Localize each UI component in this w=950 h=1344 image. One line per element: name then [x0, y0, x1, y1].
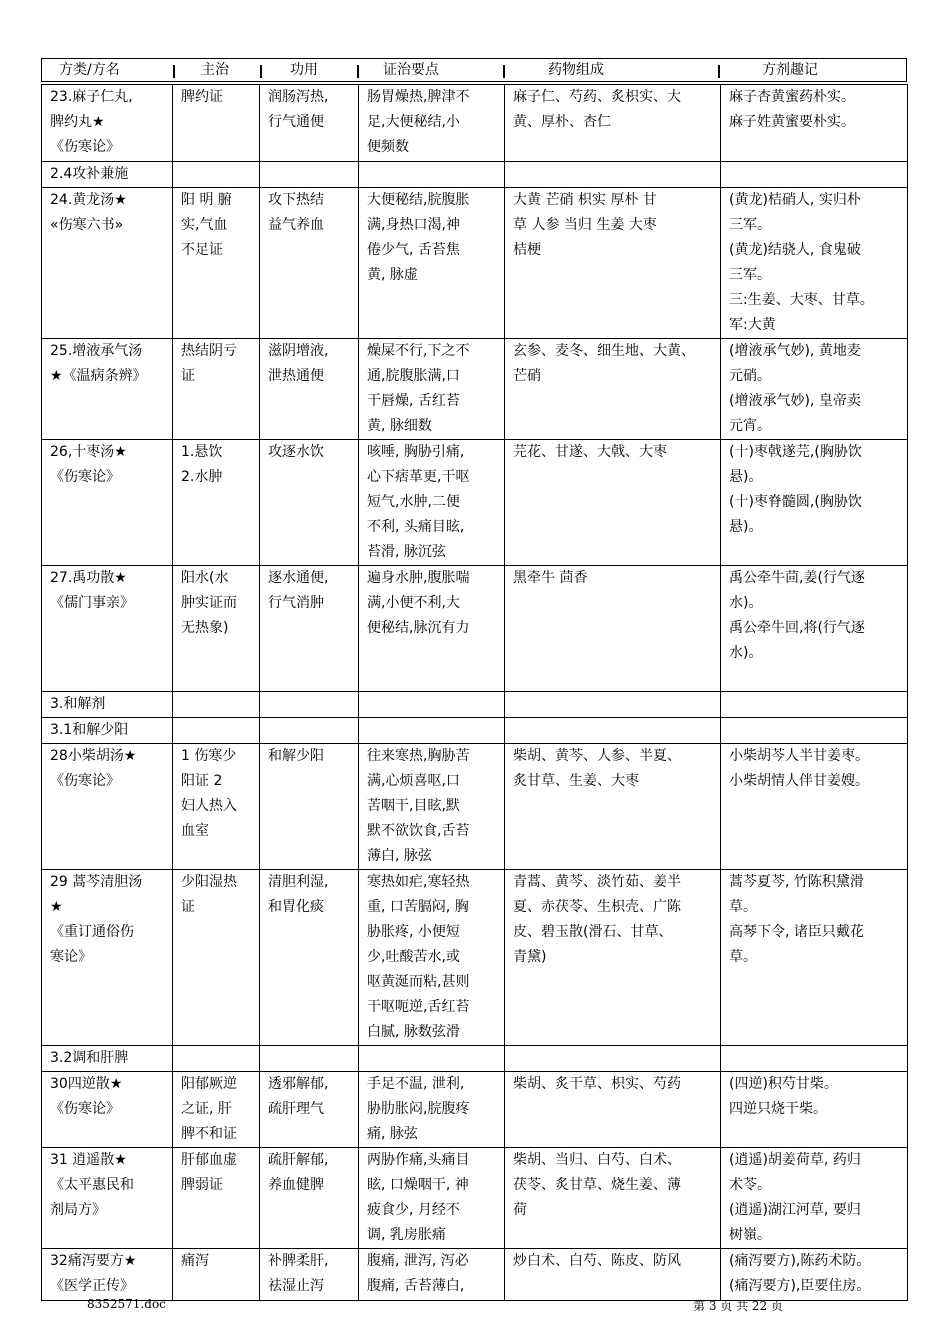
formula-name-cell: [42, 339, 173, 440]
formula-table-body: [42, 85, 908, 1301]
cell-line: 2.4攻补兼施: [50, 166, 129, 182]
key-points-cell: [359, 85, 505, 162]
header-col-mnemonic: 方剂趣记: [762, 62, 818, 78]
cell-line: 24.黄龙汤★: [50, 192, 127, 208]
cell-line: 倦少气, 舌苔焦: [367, 242, 460, 258]
cell-line: 1.悬饮: [181, 444, 223, 460]
cell-line: 蒿芩夏芩, 竹陈积黛滑: [729, 874, 864, 890]
indication-cell: [173, 85, 260, 162]
cell-line: 《医学正传》: [50, 1278, 134, 1294]
cell-line: 1 伤寒少: [181, 748, 237, 764]
cell-line: 草。: [729, 949, 757, 965]
cell-line: 黑牵牛 茴香: [513, 570, 588, 586]
table-row: [42, 188, 908, 339]
cell-line: 胁胀疼, 小便短: [367, 924, 460, 940]
indication-cell: [173, 1148, 260, 1249]
cell-line: 草。: [729, 899, 757, 915]
mnemonic-cell: [721, 162, 908, 188]
cell-line: 柴胡、炙干草、枳实、芍药: [513, 1076, 681, 1092]
table-row: [42, 162, 908, 188]
table-row: [42, 440, 908, 566]
cell-line: 白腻, 脉数弦滑: [367, 1024, 460, 1040]
indication-cell: [173, 744, 260, 870]
cell-line: 遍身水肿,腹胀喘: [367, 570, 470, 586]
function-cell: [260, 1249, 359, 1301]
formula-name-cell: [42, 1249, 173, 1301]
cell-line: 悬)。: [729, 519, 763, 535]
ingredients-cell: [505, 162, 721, 188]
formula-name-cell: [42, 718, 173, 744]
table-row: [42, 85, 908, 162]
cell-line: 疏肝理气: [268, 1101, 324, 1117]
cell-line: 和解少阳: [268, 748, 324, 764]
cell-line: 《重订通俗伤: [50, 924, 134, 940]
mnemonic-cell: [721, 339, 908, 440]
formula-name-cell: [42, 1046, 173, 1072]
cell-line: 苦咽干,目眩,默: [367, 798, 460, 814]
cell-line: 少阳湿热: [181, 874, 237, 890]
cell-line: 寒论》: [50, 949, 92, 965]
indication-cell: [173, 1072, 260, 1148]
cell-line: 夏、赤茯苓、生枳壳、广陈: [513, 899, 681, 915]
cell-line: 少,吐酸苦水,或: [367, 949, 460, 965]
ingredients-cell: [505, 1249, 721, 1301]
cell-line: 青黛): [513, 949, 547, 965]
table-row: [42, 1046, 908, 1072]
header-col-name: 方类/方名: [59, 62, 120, 78]
key-points-cell: [359, 1249, 505, 1301]
cell-line: 行气通便: [268, 114, 324, 130]
function-cell: [260, 566, 359, 692]
key-points-cell: [359, 440, 505, 566]
cell-line: 和胃化痰: [268, 899, 324, 915]
function-cell: [260, 1148, 359, 1249]
mnemonic-cell: [721, 440, 908, 566]
cell-line: 祛湿止泻: [268, 1278, 324, 1294]
key-points-cell: [359, 162, 505, 188]
cell-line: 阳水(水: [181, 570, 229, 586]
cell-line: 草 人参 当归 生姜 大枣: [513, 217, 657, 233]
ingredients-cell: [505, 85, 721, 162]
cell-line: 大便秘结,脘腹胀: [367, 192, 470, 208]
key-points-cell: [359, 1046, 505, 1072]
function-cell: [260, 718, 359, 744]
cell-line: 阳 明 腑: [181, 192, 232, 208]
table-row: [42, 1148, 908, 1249]
mnemonic-cell: [721, 188, 908, 339]
table-row: [42, 339, 908, 440]
cell-line: 大黄 芒硝 枳实 厚朴 甘: [513, 192, 657, 208]
footer-filename: 8352571.doc: [87, 1297, 166, 1311]
indication-cell: [173, 692, 260, 718]
mnemonic-cell: [721, 744, 908, 870]
header-separator: [503, 65, 505, 78]
ingredients-cell: [505, 1046, 721, 1072]
cell-line: 胁肋胀闷,脘腹疼: [367, 1101, 470, 1117]
cell-line: 29 蒿芩清胆汤: [50, 874, 143, 890]
cell-line: 皮、碧玉散(滑石、甘草、: [513, 924, 673, 940]
cell-line: 《伤寒论》: [50, 469, 120, 485]
cell-line: 实,气血: [181, 217, 228, 233]
ingredients-cell: [505, 744, 721, 870]
cell-line: 重, 口苦膈闷, 胸: [367, 899, 469, 915]
cell-line: 《伤寒论》: [50, 1101, 120, 1117]
cell-line: 证: [181, 899, 195, 915]
mnemonic-cell: [721, 692, 908, 718]
cell-line: 元硝。: [729, 368, 771, 384]
function-cell: [260, 85, 359, 162]
cell-line: 黄、厚朴、杏仁: [513, 114, 611, 130]
table-row: [42, 692, 908, 718]
cell-line: 脾弱证: [181, 1177, 223, 1193]
indication-cell: [173, 718, 260, 744]
indication-cell: [173, 188, 260, 339]
ingredients-cell: [505, 440, 721, 566]
table-header: [41, 58, 907, 82]
cell-line: 小柴胡情人伴甘姜嫂。: [729, 773, 869, 789]
header-separator: [357, 65, 359, 78]
cell-line: 术苓。: [729, 1177, 771, 1193]
mnemonic-cell: [721, 1046, 908, 1072]
cell-line: ★《温病条辨》: [50, 368, 147, 384]
cell-line: 满,心烦喜呕,口: [367, 773, 460, 789]
cell-line: 《伤寒论》: [50, 139, 120, 155]
ingredients-cell: [505, 339, 721, 440]
key-points-cell: [359, 1072, 505, 1148]
cell-line: 攻下热结: [268, 192, 324, 208]
table-row: [42, 744, 908, 870]
cell-line: 两胁作痛,头痛目: [367, 1152, 470, 1168]
function-cell: [260, 870, 359, 1046]
cell-line: 禹公牵牛回,将(行气逐: [729, 620, 865, 636]
cell-line: 3.2调和肝脾: [50, 1050, 129, 1066]
ingredients-cell: [505, 870, 721, 1046]
indication-cell: [173, 440, 260, 566]
cell-line: 肠胃燥热,脾津不: [367, 89, 470, 105]
key-points-cell: [359, 870, 505, 1046]
cell-line: 手足不温, 泄利,: [367, 1076, 465, 1092]
cell-line: 禹公牵牛茴,姜(行气逐: [729, 570, 865, 586]
function-cell: [260, 162, 359, 188]
cell-line: 痛, 脉弦: [367, 1126, 418, 1142]
cell-line: 血室: [181, 823, 209, 839]
cell-line: 三军。: [729, 267, 771, 283]
cell-line: 往来寒热,胸胁苦: [367, 748, 470, 764]
cell-line: 呕黄涎而粘,甚则: [367, 974, 470, 990]
header-col-key-points: 证治要点: [383, 62, 439, 78]
cell-line: (痛泻要方),陈药术防。: [729, 1253, 871, 1269]
cell-line: 眩, 口燥咽干, 神: [367, 1177, 469, 1193]
cell-line: 苔滑, 脉沉弦: [367, 544, 446, 560]
cell-line: 阳郁厥逆: [181, 1076, 237, 1092]
ingredients-cell: [505, 566, 721, 692]
header-col-function: 功用: [290, 62, 318, 78]
indication-cell: [173, 870, 260, 1046]
cell-line: 悬)。: [729, 469, 763, 485]
cell-line: 30四逆散★: [50, 1076, 123, 1092]
cell-line: 《儒门事亲》: [50, 595, 134, 611]
cell-line: 咳唾, 胸胁引痛,: [367, 444, 465, 460]
cell-line: ★: [50, 899, 63, 915]
formula-table: [41, 84, 908, 1301]
table-row: [42, 1249, 908, 1301]
formula-name-cell: [42, 566, 173, 692]
indication-cell: [173, 162, 260, 188]
cell-line: 便频数: [367, 139, 409, 155]
mnemonic-cell: [721, 1072, 908, 1148]
cell-line: 心下痞革更,干呕: [367, 469, 470, 485]
cell-line: 麻子仁、芍药、炙枳实、大: [513, 89, 681, 105]
key-points-cell: [359, 718, 505, 744]
cell-line: 便秘结,脉沉有力: [367, 620, 470, 636]
cell-line: 剂局方》: [50, 1202, 106, 1218]
key-points-cell: [359, 692, 505, 718]
header-separator: [718, 65, 720, 78]
mnemonic-cell: [721, 566, 908, 692]
cell-line: 透邪解郁,: [268, 1076, 329, 1092]
ingredients-cell: [505, 1072, 721, 1148]
indication-cell: [173, 1249, 260, 1301]
cell-line: 益气养血: [268, 217, 324, 233]
cell-line: 痛泻: [181, 1253, 209, 1269]
cell-line: 炒白术、白芍、陈皮、防风: [513, 1253, 681, 1269]
cell-line: 攻逐水饮: [268, 444, 324, 460]
cell-line: 养血健脾: [268, 1177, 324, 1193]
cell-line: 柴胡、黄芩、人参、半夏、: [513, 748, 681, 764]
cell-line: 干呕呃逆,舌红苔: [367, 999, 470, 1015]
formula-name-cell: [42, 162, 173, 188]
cell-line: 之证, 肝: [181, 1101, 232, 1117]
cell-line: 23.麻子仁丸,: [50, 89, 133, 105]
header-col-ingredients: 药物组成: [548, 62, 604, 78]
ingredients-cell: [505, 718, 721, 744]
cell-line: 28小柴胡汤★: [50, 748, 137, 764]
cell-line: 不利, 头痛目眩,: [367, 519, 465, 535]
cell-line: 燥屎不行,下之不: [367, 343, 470, 359]
key-points-cell: [359, 1148, 505, 1249]
cell-line: 短气,水肿,二便: [367, 494, 460, 510]
key-points-cell: [359, 566, 505, 692]
cell-line: 树嶺。: [729, 1227, 771, 1243]
cell-line: 31 逍遥散★: [50, 1152, 127, 1168]
function-cell: [260, 692, 359, 718]
cell-line: 柴胡、当归、白芍、白术、: [513, 1152, 681, 1168]
cell-line: (黄龙)结骁人, 食鬼破: [729, 242, 861, 258]
cell-line: 行气消肿: [268, 595, 324, 611]
table-row: [42, 1072, 908, 1148]
cell-line: 逐水通便,: [268, 570, 329, 586]
cell-line: 荷: [513, 1202, 527, 1218]
cell-line: 补脾柔肝,: [268, 1253, 329, 1269]
cell-line: 脾约证: [181, 89, 223, 105]
key-points-cell: [359, 339, 505, 440]
header-separator: [173, 65, 175, 78]
footer-page-number: 第 3 页 共 22 页: [693, 1299, 783, 1313]
indication-cell: [173, 1046, 260, 1072]
formula-name-cell: [42, 692, 173, 718]
cell-line: 炙甘草、生姜、大枣: [513, 773, 639, 789]
formula-name-cell: [42, 440, 173, 566]
ingredients-cell: [505, 692, 721, 718]
cell-line: 芒硝: [513, 368, 541, 384]
formula-name-cell: [42, 744, 173, 870]
function-cell: [260, 188, 359, 339]
cell-line: 27.禹功散★: [50, 570, 127, 586]
mnemonic-cell: [721, 1249, 908, 1301]
cell-line: 满,身热口渴,神: [367, 217, 460, 233]
cell-line: (增液承气妙), 黄地麦: [729, 343, 861, 359]
cell-line: 3.1和解少阳: [50, 722, 129, 738]
cell-line: 无热象): [181, 620, 229, 636]
cell-line: 肿实证而: [181, 595, 237, 611]
formula-name-cell: [42, 188, 173, 339]
cell-line: 妇人热入: [181, 798, 237, 814]
cell-line: 热结阴亏: [181, 343, 237, 359]
cell-line: 黄, 脉虚: [367, 267, 418, 283]
cell-line: (逍遥)湖江河草, 要归: [729, 1202, 861, 1218]
function-cell: [260, 1046, 359, 1072]
cell-line: 薄白, 脉弦: [367, 848, 432, 864]
cell-line: 三:生姜、大枣、甘草。: [729, 292, 874, 308]
cell-line: 麻子姓黄蜜要朴实。: [729, 114, 855, 130]
mnemonic-cell: [721, 870, 908, 1046]
cell-line: 军:大黄: [729, 317, 776, 333]
cell-line: 水)。: [729, 645, 763, 661]
cell-line: 干唇燥, 舌红苔: [367, 393, 460, 409]
cell-line: 三军。: [729, 217, 771, 233]
cell-line: 小柴胡芩人半甘姜枣。: [729, 748, 869, 764]
ingredients-cell: [505, 1148, 721, 1249]
cell-line: 肝郁血虚: [181, 1152, 237, 1168]
formula-name-cell: [42, 870, 173, 1046]
cell-line: 证: [181, 368, 195, 384]
cell-line: 不足证: [181, 242, 223, 258]
mnemonic-cell: [721, 718, 908, 744]
cell-line: (十)枣脊髓圆,(胸胁饮: [729, 494, 862, 510]
table-row: [42, 870, 908, 1046]
formula-name-cell: [42, 1072, 173, 1148]
cell-line: 玄参、麦冬、细生地、大黄、: [513, 343, 695, 359]
cell-line: 青蒿、黄芩、淡竹茹、姜半: [513, 874, 681, 890]
cell-line: 足,大便秘结,小: [367, 114, 460, 130]
cell-line: 32痛泻要方★: [50, 1253, 137, 1269]
cell-line: 疲食少, 月经不: [367, 1202, 460, 1218]
cell-line: 《太平惠民和: [50, 1177, 134, 1193]
cell-line: 调, 乳房胀痛: [367, 1227, 446, 1243]
cell-line: (痛泻要方),臣要住房。: [729, 1278, 871, 1294]
function-cell: [260, 744, 359, 870]
header-separator: [260, 65, 262, 78]
cell-line: (十)枣戟遂芫,(胸胁饮: [729, 444, 862, 460]
cell-line: 桔梗: [513, 242, 541, 258]
function-cell: [260, 339, 359, 440]
mnemonic-cell: [721, 1148, 908, 1249]
cell-line: 腹痛, 泄泻, 泻必: [367, 1253, 469, 1269]
cell-line: 水)。: [729, 595, 763, 611]
indication-cell: [173, 339, 260, 440]
cell-line: 26,十枣汤★: [50, 444, 127, 460]
cell-line: 滋阴增液,: [268, 343, 329, 359]
key-points-cell: [359, 744, 505, 870]
cell-line: 疏肝解郁,: [268, 1152, 329, 1168]
cell-line: 脾不和证: [181, 1126, 237, 1142]
key-points-cell: [359, 188, 505, 339]
cell-line: 麻子杏黄蜜药朴实。: [729, 89, 855, 105]
function-cell: [260, 440, 359, 566]
cell-line: 元宵。: [729, 418, 771, 434]
cell-line: 茯苓、炙甘草、烧生姜、薄: [513, 1177, 681, 1193]
cell-line: 黄, 脉细数: [367, 418, 432, 434]
cell-line: 寒热如疟,寒轻热: [367, 874, 470, 890]
cell-line: 阳证 2: [181, 773, 223, 789]
cell-line: 满,小便不利,大: [367, 595, 460, 611]
indication-cell: [173, 566, 260, 692]
cell-line: 高琴下令, 诸臣只戴花: [729, 924, 864, 940]
formula-name-cell: [42, 85, 173, 162]
ingredients-cell: [505, 188, 721, 339]
formula-name-cell: [42, 1148, 173, 1249]
cell-line: 通,脘腹胀满,口: [367, 368, 460, 384]
cell-line: 清胆利湿,: [268, 874, 329, 890]
table-row: [42, 718, 908, 744]
cell-line: 腹痛, 舌苔薄白,: [367, 1278, 465, 1294]
cell-line: 四逆只烧干柴。: [729, 1101, 827, 1117]
cell-line: 润肠泻热,: [268, 89, 329, 105]
cell-line: 默不欲饮食,舌苔: [367, 823, 470, 839]
cell-line: 芫花、甘遂、大戟、大枣: [513, 444, 667, 460]
cell-line: 脾约丸★: [50, 114, 105, 130]
cell-line: (逍遥)胡姜荷草, 药归: [729, 1152, 861, 1168]
cell-line: (增液承气妙), 皇帝卖: [729, 393, 861, 409]
cell-line: 泄热通便: [268, 368, 324, 384]
cell-line: 《伤寒论》: [50, 773, 120, 789]
cell-line: (四逆)积芍甘柴。: [729, 1076, 838, 1092]
cell-line: 25.增液承气汤: [50, 343, 143, 359]
cell-line: (黄龙)桔硝人, 实归朴: [729, 192, 861, 208]
function-cell: [260, 1072, 359, 1148]
cell-line: 2.水肿: [181, 469, 223, 485]
cell-line: 3.和解剂: [50, 696, 106, 712]
mnemonic-cell: [721, 85, 908, 162]
cell-line: «伤寒六书»: [50, 217, 124, 233]
table-row: [42, 566, 908, 692]
header-col-indication: 主治: [201, 62, 229, 78]
